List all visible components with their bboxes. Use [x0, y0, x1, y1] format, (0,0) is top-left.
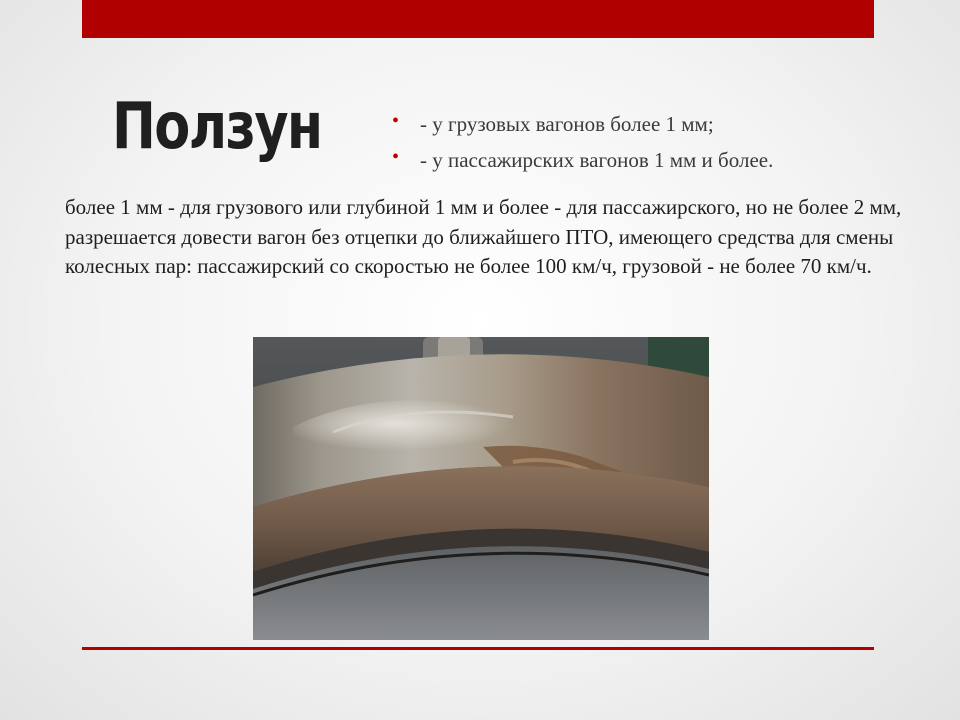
bullet-icon: •	[392, 110, 400, 132]
bullet-text: - у пассажирских вагонов 1 мм и более.	[420, 148, 774, 172]
slide-title: Ползун	[112, 90, 322, 164]
bullet-item	[392, 142, 773, 178]
bullet-item	[392, 106, 773, 142]
wheel-flat-photo	[253, 337, 709, 640]
bullet-icon: •	[392, 146, 400, 168]
bullet-list	[392, 106, 773, 178]
bullet-text: - у грузовых вагонов более 1 мм;	[420, 112, 714, 136]
body-paragraph: более 1 мм - для грузового или глубиной 1 мм и более - для пассажирского, но не более 2 мм, разрешается довести вагон без отцепки до ближайшего ПТО, имеющего средства для смены колесных пар: пассажирский со скоростью не более 100 км/ч, грузовой - не более 70 км/ч.	[65, 195, 902, 278]
bottom-accent-line	[82, 647, 874, 650]
top-accent-bar	[82, 0, 874, 38]
